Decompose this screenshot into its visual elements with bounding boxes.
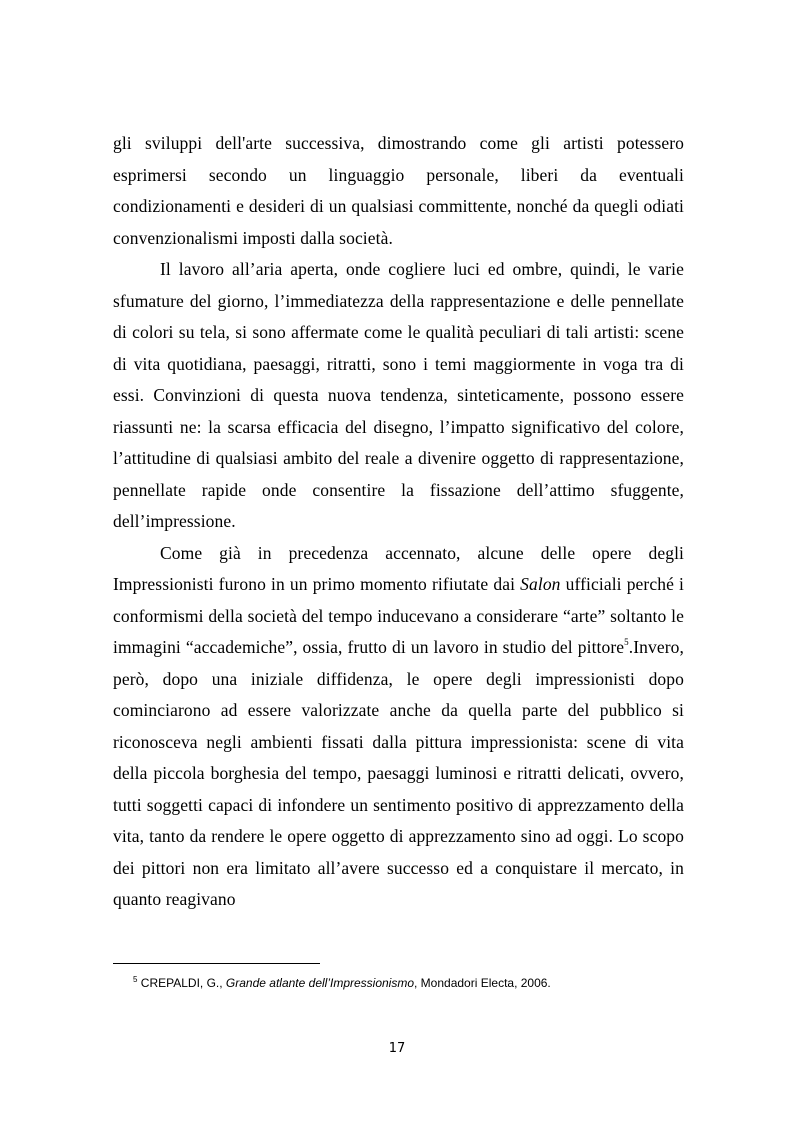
body-text <box>113 128 684 916</box>
footnote-separator <box>113 963 320 964</box>
paragraph-2: Il lavoro all’aria aperta, onde cogliere luci ed ombre, quindi, le varie sfumature del giorno, l’immediatezza della rappresentazione e delle pennellate di colori su tela, si sono affermate come le qualità peculiari di tali artisti: scene di vita quotidiana, paesaggi, ritratti, sono i temi maggiormente in voga tra di essi. Convinzioni di questa nuova tendenza, sinteticamente, possono essere riassunti ne: la scarsa efficacia del disegno, l’impatto significativo del colore, l’attitudine di qualsiasi ambito del reale a divenire oggetto di rappresentazione, pennellate rapide onde consentire la fissazione dell’attimo sfuggente, dell’impressione. <box>113 259 684 531</box>
paragraph-3 <box>113 538 684 916</box>
page-number: 17 <box>388 1041 406 1056</box>
paragraph-3-text-c: .Invero, però, dopo una iniziale diffidenza, le opere degli impressionisti dopo cominciarono ad essere valorizzate anche da quella parte del pubblico si riconosceva negli ambienti fissati dalla pittura impressionista: scene di vita della piccola borghesia del tempo, paesaggi luminosi e ritratti delicati, ovvero, tutti soggetti capaci di infondere un sentimento positivo di apprezzamento della vita, tanto da rendere le opere oggetto di apprezzamento sino ad oggi. Lo scopo dei pittori non era limitato all’avere successo ed a conquistare il mercato, in quanto reagivano <box>113 637 684 909</box>
footnote-publisher: , Mondadori Electa, 2006. <box>414 976 551 990</box>
footnote <box>133 975 693 991</box>
footnote-title: Grande atlante dell’Impressionismo <box>225 976 415 990</box>
footnote-reference[interactable]: 5 <box>624 637 629 647</box>
salon-italic: Salon <box>520 574 561 594</box>
footnote-number: 5 <box>133 975 138 984</box>
paragraph-1: gli sviluppi dell'arte successiva, dimostrando come gli artisti potessero esprimersi secondo un linguaggio personale, liberi da eventuali condizionamenti e desideri di un qualsiasi committente, nonché da quegli odiati convenzionalismi imposti dalla società. <box>113 133 684 248</box>
paragraph-3-text-b: ufficiali perché i conformismi della società del tempo inducevano a considerare “arte” soltanto le immagini “accademiche”, ossia, frutto di un lavoro in studio del pittore <box>113 574 684 657</box>
footnote-author: CREPALDI, G., <box>137 976 226 990</box>
paragraph-3-text-a: Come già in precedenza accennato, alcune delle opere degli Impressionisti furono in un primo momento rifiutate dai <box>113 542 684 594</box>
